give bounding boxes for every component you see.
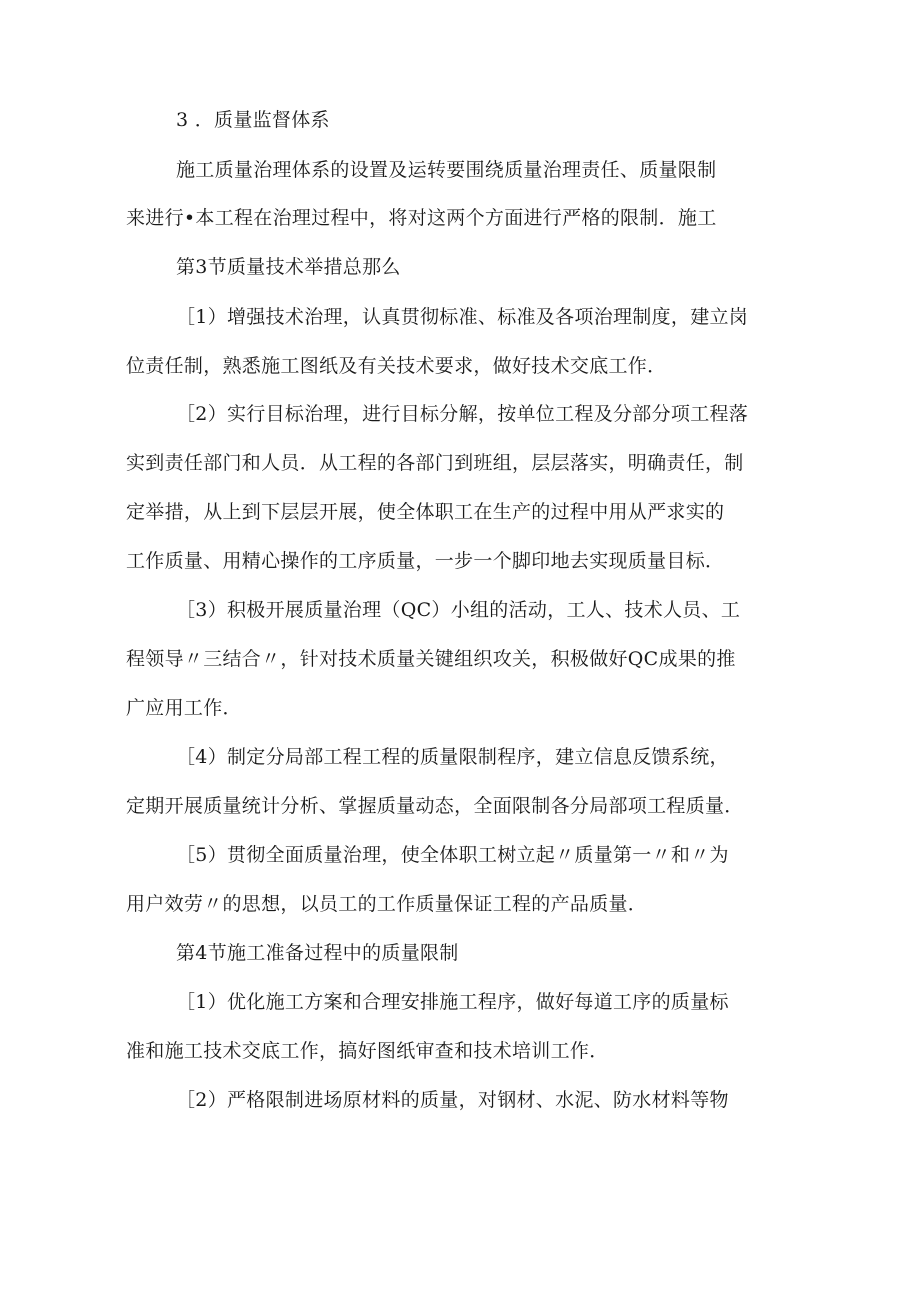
list-item-line: 定期开展质量统计分析、掌握质量动态，全面限制各分局部项工程质量． [126, 795, 744, 817]
list-item-line: 位责任制，熟悉施工图纸及有关技术要求，做好技术交底工作． [126, 355, 667, 377]
paragraph-line: 来进行•本工程在治理过程中，将对这两个方面进行严格的限制．施工 [126, 207, 717, 229]
section-heading-construction-prep: 第4节施工准备过程中的质量限制 [176, 942, 459, 964]
list-item-line: 用户效劳〃的思想，以员工的工作质量保证工程的产品质量． [126, 893, 648, 915]
list-item-line: ［1）增强技术治理，认真贯彻标准、标准及各项治理制度，建立岗 [176, 306, 749, 328]
list-item-line: 定举措，从上到下层层开展，使全体职工在生产的过程中用从严求实的 [126, 501, 725, 523]
section-heading-quality-supervision: 3 ．质量监督体系 [176, 109, 330, 131]
list-item-line: ［3）积极开展质量治理（QC）小组的活动，工人、技术人员、工 [176, 599, 741, 621]
list-item-line: 程领导〃三结合〃，针对技术质量关键组织攻关，积极做好QC成果的推 [126, 648, 736, 670]
list-item-line: ［1）优化施工方案和合理安排施工程序，做好每道工序的质量标 [176, 991, 729, 1013]
list-item-line: 准和施工技术交底工作，搞好图纸审查和技术培训工作． [126, 1040, 609, 1062]
list-item-line: 工作质量、用精心操作的工序质量，一步一个脚印地去实现质量目标． [126, 550, 725, 572]
list-item-line: 实到责任部门和人员．从工程的各部门到班组，层层落实，明确责任，制 [126, 452, 744, 474]
list-item-line: ［4）制定分局部工程工程的质量限制程序，建立信息反馈系统， [176, 746, 729, 768]
section-heading-tech-measures: 第3节质量技术举措总那么 [176, 256, 401, 278]
paragraph-line: 施工质量治理体系的设置及运转要围绕质量治理责任、质量限制 [176, 159, 717, 181]
list-item-line: ［2）实行目标治理，进行目标分解，按单位工程及分部分项工程落 [176, 403, 749, 425]
list-item-line: 广应用工作． [126, 697, 242, 719]
list-item-line: ［5）贯彻全面质量治理，使全体职工树立起〃质量第一〃和〃为 [176, 844, 729, 866]
list-item-line: ［2）严格限制进场原材料的质量，对钢材、水泥、防水材料等物 [176, 1089, 729, 1111]
